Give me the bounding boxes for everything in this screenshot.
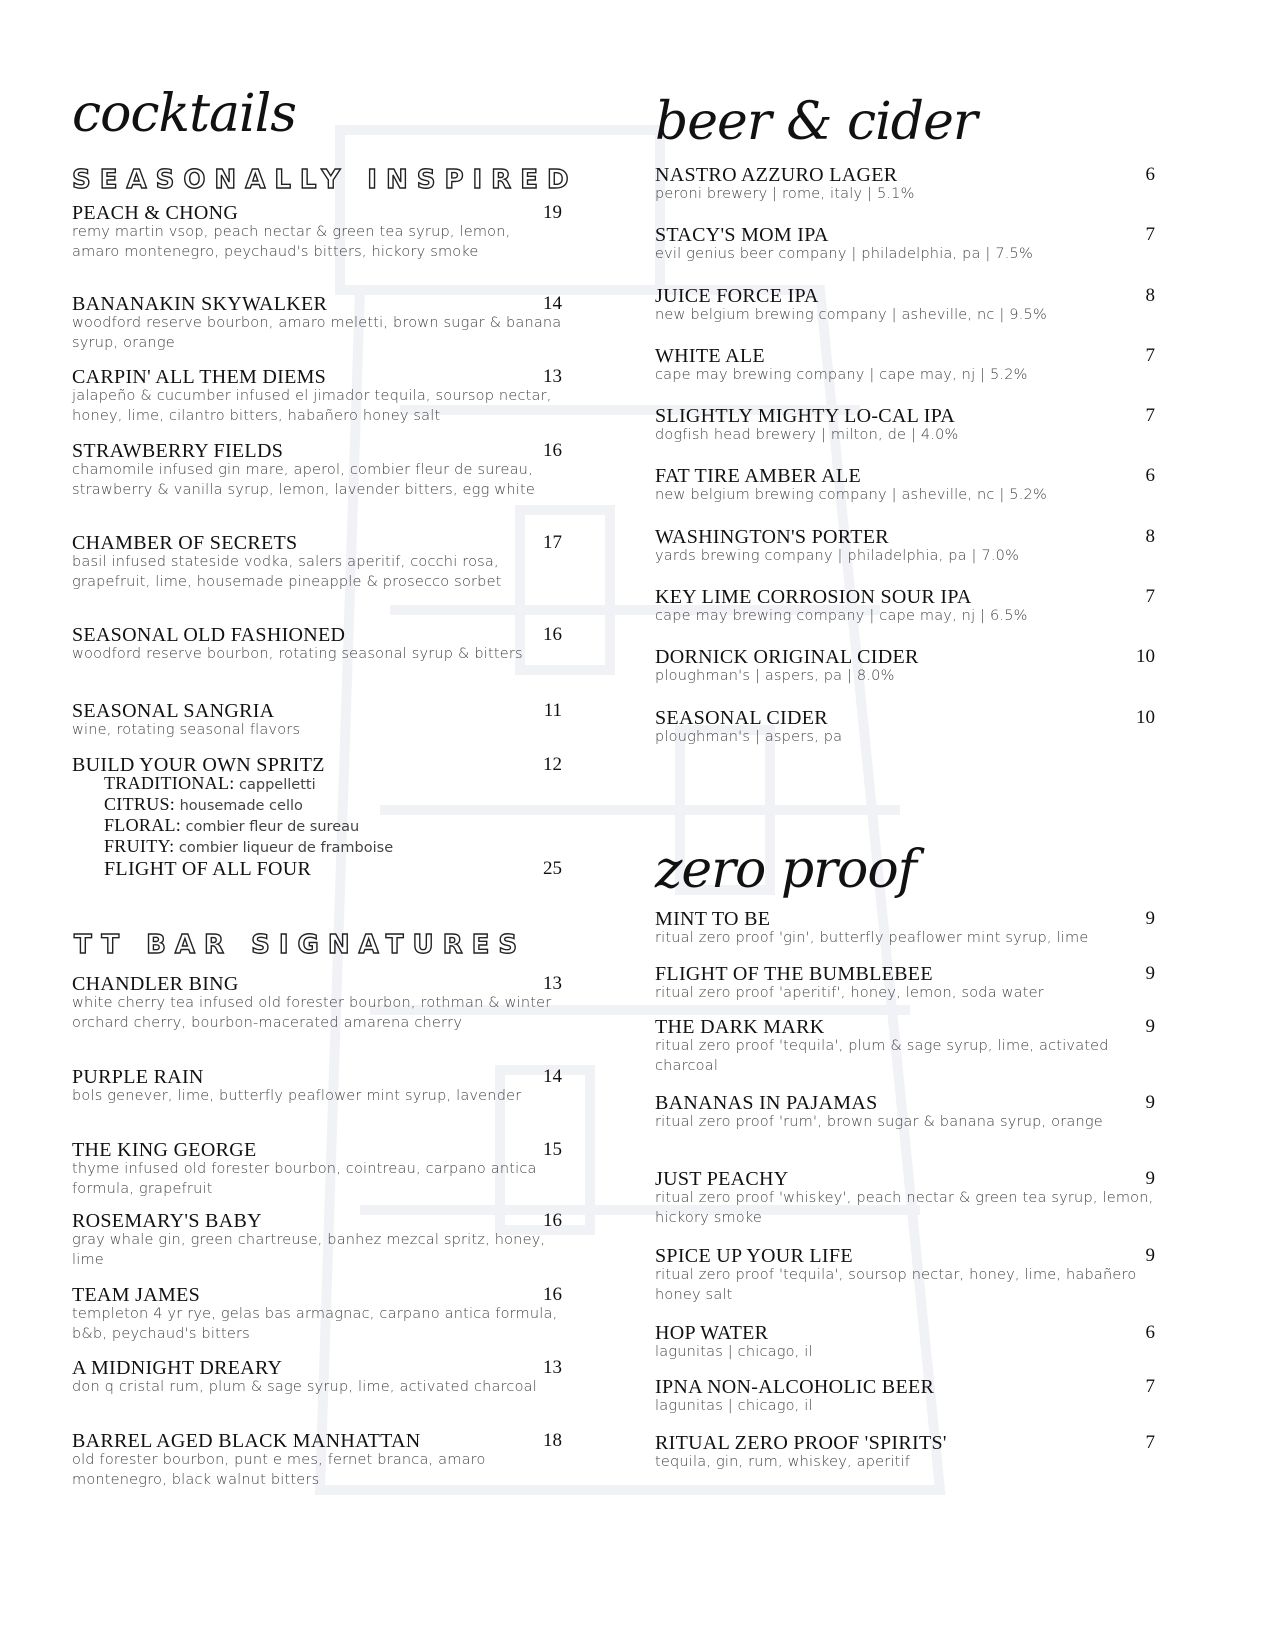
menu-item — [655, 1434, 1155, 1472]
item-name: DORNICK ORIGINAL CIDER — [655, 646, 919, 668]
item-price: 13 — [543, 1357, 562, 1378]
item-description: woodford reserve bourbon, rotating seasonal syrup & bitters — [72, 646, 523, 662]
item-name: THE KING GEORGE — [72, 1139, 257, 1161]
menu-item — [655, 1378, 1155, 1416]
item-description: chamomile infused gin mare, aperol, combier fleur de sureau, strawberry & vanilla syrup, lemon, lavender bitters, egg white — [72, 462, 535, 498]
item-name: CHANDLER BING — [72, 973, 239, 995]
item-price: 6 — [1145, 465, 1155, 486]
item-description: ritual zero proof 'whiskey', peach nectar & green tea syrup, lemon, hickory smoke — [655, 1190, 1154, 1226]
item-price: 9 — [1145, 908, 1155, 929]
menu-item — [655, 287, 1155, 325]
item-price: 19 — [543, 202, 562, 223]
item-description: ritual zero proof 'aperitif', honey, lemon, soda water — [655, 985, 1044, 1001]
spritz-option — [104, 835, 524, 859]
flight-row — [72, 860, 562, 878]
flight-label: FLIGHT OF ALL FOUR — [104, 858, 312, 880]
item-price: 8 — [1145, 285, 1155, 306]
item-description: remy martin vsop, peach nectar & green tea syrup, lemon, amaro montenegro, peychaud's bitters, hickory smoke — [72, 224, 511, 260]
menu-item — [72, 1432, 562, 1490]
item-price: 16 — [543, 1210, 562, 1231]
item-description: ploughman's | aspers, pa | 8.0% — [655, 668, 895, 684]
item-name: BANANAKIN SKYWALKER — [72, 293, 328, 315]
menu-item — [655, 528, 1155, 566]
menu-item — [72, 295, 562, 353]
cocktails-title: cocktails — [72, 84, 296, 144]
item-name: SPICE UP YOUR LIFE — [655, 1245, 853, 1267]
item-price: 9 — [1145, 963, 1155, 984]
item-description: ritual zero proof 'rum', brown sugar & banana syrup, orange — [655, 1114, 1103, 1130]
zero-proof-title: zero proof — [655, 840, 916, 900]
menu-item — [655, 347, 1155, 385]
menu-item — [655, 588, 1155, 626]
item-name: PURPLE RAIN — [72, 1066, 204, 1088]
item-name: IPNA NON-ALCOHOLIC BEER — [655, 1376, 935, 1398]
item-price: 8 — [1145, 526, 1155, 547]
item-name: A MIDNIGHT DREARY — [72, 1357, 283, 1379]
spritz-option-value: cappelletti — [239, 777, 316, 793]
item-name: FAT TIRE AMBER ALE — [655, 465, 861, 487]
spritz-option-label: FLORAL: — [104, 815, 182, 835]
item-name: SEASONAL OLD FASHIONED — [72, 624, 346, 646]
menu-item — [655, 1170, 1155, 1228]
menu-item — [72, 1141, 562, 1199]
item-description: dogfish head brewery | milton, de | 4.0% — [655, 427, 959, 443]
spritz-option-value: housemade cello — [179, 798, 303, 814]
menu-item — [72, 442, 562, 500]
menu-item — [72, 1212, 562, 1270]
item-name: STRAWBERRY FIELDS — [72, 440, 284, 462]
item-name: BARREL AGED BLACK MANHATTAN — [72, 1430, 421, 1452]
item-price: 16 — [543, 440, 562, 461]
item-price: 13 — [543, 366, 562, 387]
item-name: KEY LIME CORROSION SOUR IPA — [655, 586, 972, 608]
item-description: peroni brewery | rome, italy | 5.1% — [655, 186, 915, 202]
menu-item — [655, 1094, 1155, 1132]
item-name: ROSEMARY'S BABY — [72, 1210, 262, 1232]
item-description: wine, rotating seasonal flavors — [72, 722, 301, 738]
item-description: lagunitas | chicago, il — [655, 1398, 813, 1414]
menu-item — [72, 368, 562, 426]
item-price: 7 — [1145, 345, 1155, 366]
item-name: BANANAS IN PAJAMAS — [655, 1092, 878, 1114]
item-description: ritual zero proof 'gin', butterfly peaflower mint syrup, lime — [655, 930, 1089, 946]
item-name: JUICE FORCE IPA — [655, 285, 819, 307]
menu-item — [72, 626, 562, 664]
menu-item — [72, 702, 562, 740]
spritz-option-label: TRADITIONAL: — [104, 773, 235, 793]
item-name: JUST PEACHY — [655, 1168, 789, 1190]
item-name: NASTRO AZZURO LAGER — [655, 164, 898, 186]
item-price: 10 — [1136, 707, 1155, 728]
item-description: gray whale gin, green chartreuse, banhez mezcal spritz, honey, lime — [72, 1232, 546, 1268]
item-price: 7 — [1145, 224, 1155, 245]
item-description: white cherry tea infused old forester bourbon, rothman & winter orchard cherry, bourbon-macerated amarena cherry — [72, 995, 552, 1031]
menu-item — [655, 910, 1155, 948]
item-price: 9 — [1145, 1016, 1155, 1037]
item-price: 13 — [543, 973, 562, 994]
spritz-option-value: combier liqueur de framboise — [178, 840, 394, 856]
beer-cider-title: beer & cider — [655, 92, 977, 152]
item-price: 7 — [1145, 1376, 1155, 1397]
menu-item — [655, 407, 1155, 445]
item-name: PEACH & CHONG — [72, 202, 239, 224]
item-description: woodford reserve bourbon, amaro meletti, brown sugar & banana syrup, orange — [72, 315, 562, 351]
item-price: 9 — [1145, 1245, 1155, 1266]
menu-item — [655, 467, 1155, 505]
spritz-option-value: combier fleur de sureau — [185, 819, 360, 835]
item-price: 17 — [543, 532, 562, 553]
item-price: 14 — [543, 293, 562, 314]
item-price: 9 — [1145, 1092, 1155, 1113]
item-description: yards brewing company | philadelphia, pa | 7.0% — [655, 548, 1020, 564]
item-price: 12 — [543, 754, 562, 775]
item-description: templeton 4 yr rye, gelas bas armagnac, carpano antica formula, b&b, peychaud's bitters — [72, 1306, 558, 1342]
menu-item — [655, 1018, 1155, 1076]
menu-item — [655, 226, 1155, 264]
item-price: 16 — [543, 1284, 562, 1305]
item-description: basil infused stateside vodka, salers aperitif, cocchi rosa, grapefruit, lime, housemade pineapple & prosecco sorbet — [72, 554, 502, 590]
item-description: don q cristal rum, plum & sage syrup, lime, activated charcoal — [72, 1379, 537, 1395]
item-name: HOP WATER — [655, 1322, 769, 1344]
item-description: evil genius beer company | philadelphia, pa | 7.5% — [655, 246, 1033, 262]
menu-item — [72, 204, 562, 262]
item-name: BUILD YOUR OWN SPRITZ — [72, 754, 325, 776]
seasonally-inspired-heading: SEASONALLY INSPIRED — [72, 165, 578, 195]
item-description: old forester bourbon, punt e mes, fernet branca, amaro montenegro, black walnut bitters — [72, 1452, 486, 1488]
item-price: 11 — [543, 700, 562, 721]
menu-item — [72, 534, 562, 592]
item-price: 10 — [1136, 646, 1155, 667]
item-description: cape may brewing company | cape may, nj | 6.5% — [655, 608, 1028, 624]
item-name: WASHINGTON'S PORTER — [655, 526, 889, 548]
item-name: RITUAL ZERO PROOF 'SPIRITS' — [655, 1432, 947, 1454]
item-description: jalapeño & cucumber infused el jimador tequila, soursop nectar, honey, lime, cilantro bitters, habañero honey salt — [72, 388, 552, 424]
item-name: STACY'S MOM IPA — [655, 224, 829, 246]
menu-item — [655, 166, 1155, 204]
item-name: MINT TO BE — [655, 908, 771, 930]
item-name: FLIGHT OF THE BUMBLEBEE — [655, 963, 933, 985]
item-name: CHAMBER OF SECRETS — [72, 532, 298, 554]
item-name: TEAM JAMES — [72, 1284, 201, 1306]
item-price: 15 — [543, 1139, 562, 1160]
menu-item — [72, 1068, 562, 1106]
item-name: SEASONAL CIDER — [655, 707, 828, 729]
item-price: 7 — [1145, 1432, 1155, 1453]
menu-item — [655, 648, 1155, 686]
item-price: 6 — [1145, 164, 1155, 185]
item-description: tequila, gin, rum, whiskey, aperitif — [655, 1454, 911, 1470]
item-description: cape may brewing company | cape may, nj | 5.2% — [655, 367, 1028, 383]
menu-item — [655, 709, 1155, 747]
menu-item — [72, 1286, 562, 1344]
menu-item — [655, 1247, 1155, 1305]
item-description: thyme infused old forester bourbon, cointreau, carpano antica formula, grapefruit — [72, 1161, 537, 1197]
menu-item — [655, 965, 1155, 1003]
item-description: ploughman's | aspers, pa — [655, 729, 843, 745]
item-name: SEASONAL SANGRIA — [72, 700, 275, 722]
spritz-option-label: FRUITY: — [104, 836, 175, 856]
item-description: new belgium brewing company | asheville, nc | 9.5% — [655, 307, 1047, 323]
item-price: 7 — [1145, 405, 1155, 426]
menu-item — [72, 975, 562, 1033]
spritz-option-label: CITRUS: — [104, 794, 176, 814]
item-price: 6 — [1145, 1322, 1155, 1343]
item-description: ritual zero proof 'tequila', soursop nectar, honey, lime, habañero honey salt — [655, 1267, 1137, 1303]
item-name: SLIGHTLY MIGHTY LO-CAL IPA — [655, 405, 956, 427]
item-name: CARPIN' ALL THEM DIEMS — [72, 366, 327, 388]
item-name: WHITE ALE — [655, 345, 765, 367]
item-description: ritual zero proof 'tequila', plum & sage syrup, lime, activated charcoal — [655, 1038, 1109, 1074]
item-description: new belgium brewing company | asheville, nc | 5.2% — [655, 487, 1047, 503]
flight-price: 25 — [543, 858, 562, 879]
item-description: lagunitas | chicago, il — [655, 1344, 813, 1360]
item-price: 14 — [543, 1066, 562, 1087]
menu-item — [72, 1359, 562, 1397]
tt-bar-signatures-heading: TT BAR SIGNATURES — [74, 930, 527, 960]
menu-item — [655, 1324, 1155, 1362]
item-price: 16 — [543, 624, 562, 645]
item-price: 9 — [1145, 1168, 1155, 1189]
item-description: bols genever, lime, butterfly peaflower mint syrup, lavender — [72, 1088, 522, 1104]
item-name: THE DARK MARK — [655, 1016, 825, 1038]
item-price: 18 — [543, 1430, 562, 1451]
item-price: 7 — [1145, 586, 1155, 607]
